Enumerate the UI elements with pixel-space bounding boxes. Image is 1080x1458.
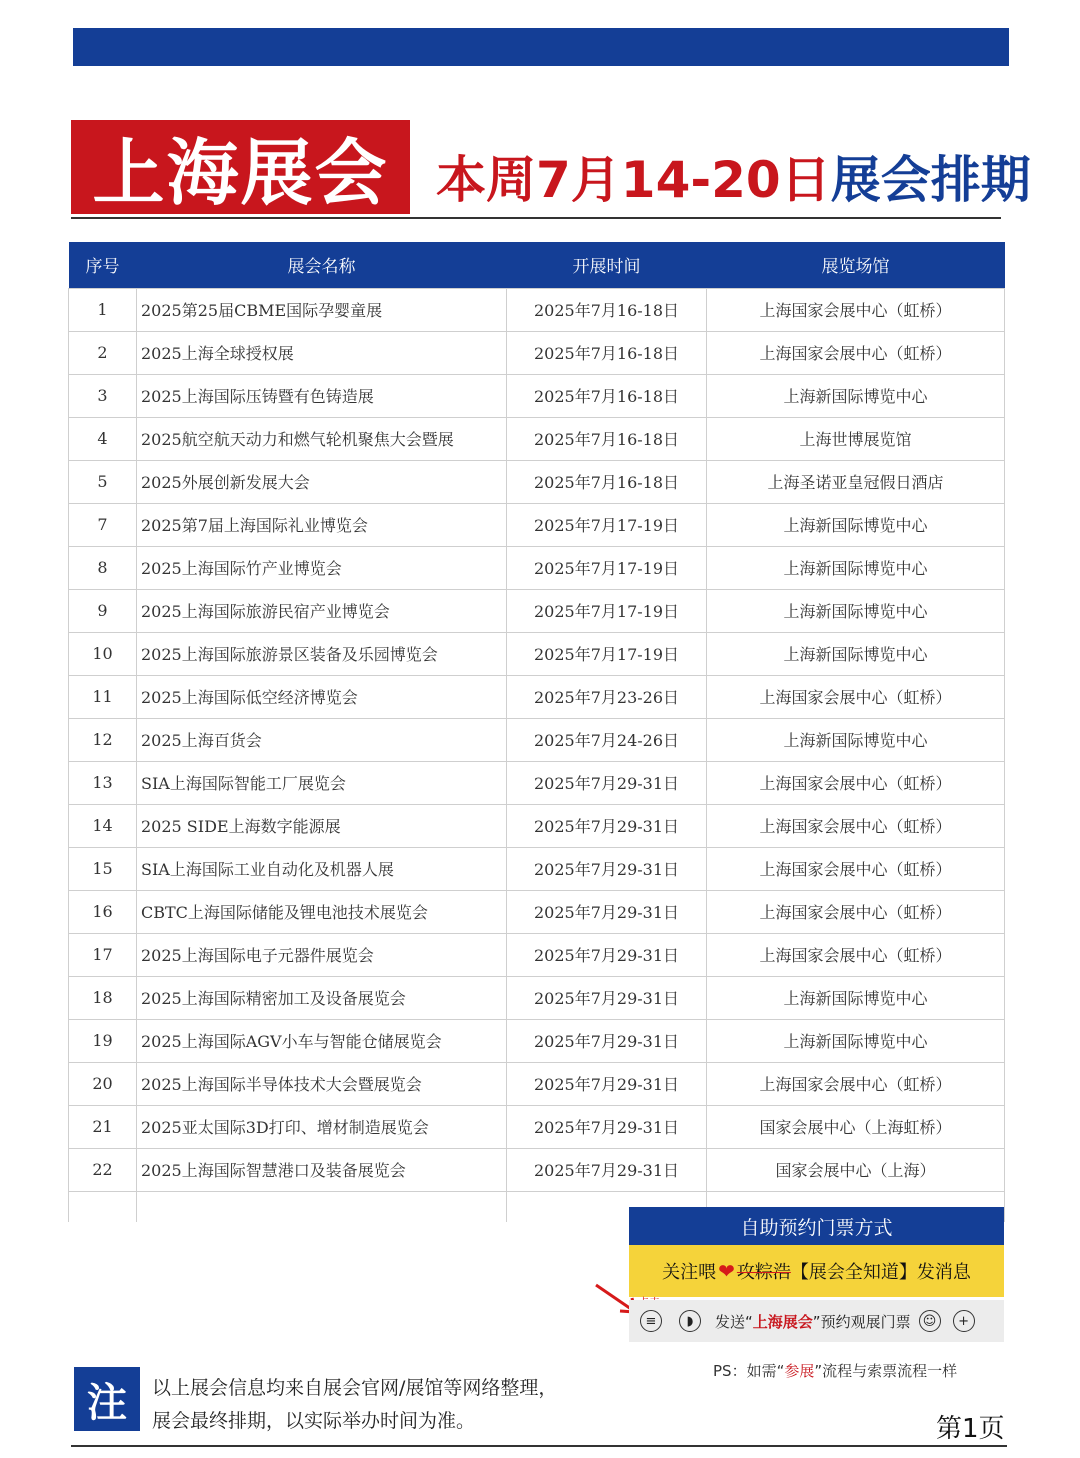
cell-num: 12 [69,718,137,761]
cell-date: 2025年7月16-18日 [507,331,707,374]
table-row [69,804,1005,847]
cell-date: 2025年7月17-19日 [507,503,707,546]
cell-name: 2025上海国际电子元器件展览会 [137,933,507,976]
subtitle-date: 本周7月14-20日 [436,151,831,209]
table-row [69,675,1005,718]
table-row [69,632,1005,675]
cell-num: 7 [69,503,137,546]
table-row [69,417,1005,460]
cell-num: 3 [69,374,137,417]
cell-date: 2025年7月29-31日 [507,1105,707,1148]
account-name: 攻粽浩 [736,1262,791,1283]
cell-num: 5 [69,460,137,503]
table-row [69,374,1005,417]
cell-date: 2025年7月29-31日 [507,1148,707,1191]
cell-date: 2025年7月29-31日 [507,1062,707,1105]
cell-name: 2025上海国际低空经济博览会 [137,675,507,718]
send-prefix: 发送“ [715,1312,753,1331]
cell-name: 2025 SIDE上海数字能源展 [137,804,507,847]
cell-venue: 国家会展中心（上海） [707,1148,1005,1191]
cell-date: 2025年7月29-31日 [507,1019,707,1062]
cell-num: 8 [69,546,137,589]
cell-empty [137,1191,507,1222]
table-row [69,1105,1005,1148]
cell-num: 17 [69,933,137,976]
header-venue: 展览场馆 [821,257,890,278]
voice-icon[interactable]: ◗ [679,1310,701,1332]
cell-num: 13 [69,761,137,804]
ps-keyword: 参展 [784,1362,815,1380]
cell-date: 2025年7月16-18日 [507,374,707,417]
header-num: 序号 [85,257,120,278]
cell-venue: 上海国家会展中心（虹桥） [707,761,1005,804]
cell-venue: 上海世博展览馆 [707,417,1005,460]
table-row [69,1062,1005,1105]
cell-num: 16 [69,890,137,933]
cell-num: 18 [69,976,137,1019]
cell-name: CBTC上海国际储能及锂电池技术展览会 [137,890,507,933]
cell-num: 4 [69,417,137,460]
cell-name: 2025上海国际半导体技术大会暨展览会 [137,1062,507,1105]
note-line-2: 展会最终排期，以实际举办时间为准。 [152,1410,476,1432]
page-number: 第1页 [936,1414,1005,1444]
cell-name: 2025上海百货会 [137,718,507,761]
follow-suffix: 【展会全知道】发消息 [790,1262,971,1283]
cell-date: 2025年7月29-31日 [507,933,707,976]
page-subtitle [436,140,1031,212]
cell-num: 22 [69,1148,137,1191]
cell-num: 15 [69,847,137,890]
cell-num: 11 [69,675,137,718]
table-row [69,976,1005,1019]
cell-name: 2025上海国际竹产业博览会 [137,546,507,589]
menu-icon[interactable]: ≡ [640,1310,662,1332]
cell-name: 2025第25届CBME国际孕婴童展 [137,288,507,331]
cell-name: 2025航空航天动力和燃气轮机聚焦大会暨展 [137,417,507,460]
cell-venue: 上海新国际博览中心 [707,1019,1005,1062]
cell-name: SIA上海国际工业自动化及机器人展 [137,847,507,890]
ps-suffix: ”流程与索票流程一样 [814,1362,958,1380]
bottom-divider [71,1445,1007,1447]
cell-venue: 上海国家会展中心（虹桥） [707,288,1005,331]
note-label: 注 [74,1367,140,1431]
ticket-follow-instruction [629,1245,1004,1297]
cell-venue: 上海新国际博览中心 [707,976,1005,1019]
table-row [69,589,1005,632]
cell-num: 2 [69,331,137,374]
cell-date: 2025年7月29-31日 [507,804,707,847]
table-row [69,460,1005,503]
cell-venue: 上海新国际博览中心 [707,546,1005,589]
cell-date: 2025年7月16-18日 [507,288,707,331]
cell-num: 10 [69,632,137,675]
send-suffix: ”预约观展门票 [812,1312,911,1331]
emoji-icon[interactable]: ☺ [919,1310,941,1332]
ticket-title: 自助预约门票方式 [629,1207,1004,1245]
cell-date: 2025年7月16-18日 [507,460,707,503]
subtitle-schedule: 展会排期 [830,151,1031,209]
cell-venue: 上海新国际博览中心 [707,374,1005,417]
cell-name: 2025上海国际AGV小车与智能仓储展览会 [137,1019,507,1062]
cell-venue: 上海国家会展中心（虹桥） [707,331,1005,374]
header-name: 展会名称 [287,257,356,278]
cell-date: 2025年7月17-19日 [507,546,707,589]
note-text [152,1372,557,1438]
table-row [69,1019,1005,1062]
cell-venue: 上海国家会展中心（虹桥） [707,804,1005,847]
cell-venue: 上海国家会展中心（虹桥） [707,1062,1005,1105]
cell-venue: 上海国家会展中心（虹桥） [707,890,1005,933]
page-title: 上海展会 [71,120,410,214]
table-row [69,847,1005,890]
plus-icon[interactable]: + [953,1310,975,1332]
cell-date: 2025年7月29-31日 [507,976,707,1019]
cell-name: 2025上海国际精密加工及设备展览会 [137,976,507,1019]
exhibition-table [68,242,1005,1222]
cell-name: 2025外展创新发展大会 [137,460,507,503]
table-header-row [69,242,1005,288]
cell-num: 9 [69,589,137,632]
cell-venue: 上海新国际博览中心 [707,503,1005,546]
cell-num: 20 [69,1062,137,1105]
cell-name: 2025第7届上海国际礼业博览会 [137,503,507,546]
cell-name: 2025上海全球授权展 [137,331,507,374]
cell-venue: 上海新国际博览中心 [707,718,1005,761]
cell-empty [69,1191,137,1222]
cell-venue: 上海新国际博览中心 [707,589,1005,632]
follow-prefix: 关注喂 [662,1262,717,1283]
ps-prefix: PS：如需“ [713,1362,785,1380]
table-row [69,331,1005,374]
send-keyword: 上海展会 [752,1312,813,1331]
cell-date: 2025年7月17-19日 [507,589,707,632]
cell-date: 2025年7月23-26日 [507,675,707,718]
ps-note [713,1360,957,1381]
cell-name: 2025上海国际智慧港口及装备展览会 [137,1148,507,1191]
cell-venue: 上海国家会展中心（虹桥） [707,933,1005,976]
cell-date: 2025年7月29-31日 [507,890,707,933]
cell-name: 2025上海国际旅游民宿产业博览会 [137,589,507,632]
table-row [69,546,1005,589]
cell-num: 14 [69,804,137,847]
top-banner [73,28,1009,66]
cell-venue: 上海国家会展中心（虹桥） [707,847,1005,890]
cell-date: 2025年7月16-18日 [507,417,707,460]
cell-num: 1 [69,288,137,331]
cell-name: 2025亚太国际3D打印、增材制造展览会 [137,1105,507,1148]
cell-num: 19 [69,1019,137,1062]
cell-name: SIA上海国际智能工厂展览会 [137,761,507,804]
send-instruction [715,1311,911,1332]
cell-venue: 上海圣诺亚皇冠假日酒店 [707,460,1005,503]
table-row [69,761,1005,804]
cell-date: 2025年7月17-19日 [507,632,707,675]
title-divider [71,217,1001,219]
cell-date: 2025年7月29-31日 [507,847,707,890]
header-date: 开展时间 [572,257,641,278]
table-row [69,288,1005,331]
note-line-1: 以上展会信息均来自展会官网/展馆等网络整理， [152,1377,558,1399]
cell-venue: 上海新国际博览中心 [707,632,1005,675]
cell-name: 2025上海国际旅游景区装备及乐园博览会 [137,632,507,675]
cell-venue: 国家会展中心（上海虹桥） [707,1105,1005,1148]
table-row [69,1148,1005,1191]
table-row [69,718,1005,761]
table-row [69,933,1005,976]
heart-icon: ❤ [718,1259,735,1283]
table-row [69,890,1005,933]
cell-venue: 上海国家会展中心（虹桥） [707,675,1005,718]
cell-date: 2025年7月29-31日 [507,761,707,804]
table-row [69,503,1005,546]
cell-name: 2025上海国际压铸暨有色铸造展 [137,374,507,417]
chat-input-bar [629,1300,1004,1342]
cell-num: 21 [69,1105,137,1148]
cell-date: 2025年7月24-26日 [507,718,707,761]
